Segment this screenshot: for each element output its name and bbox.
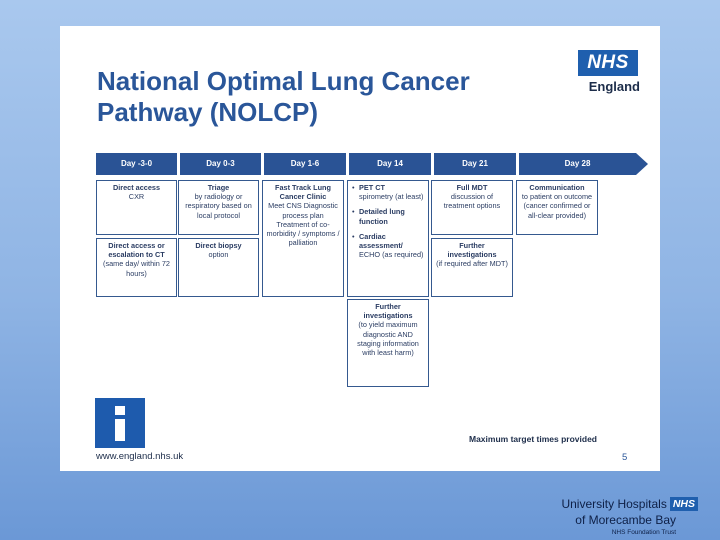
box-heading: • PET CT — [359, 183, 385, 192]
box-text: (to yield maximum diagnostic AND staging information with least harm) — [357, 320, 419, 358]
slide-title: National Optimal Lung Cancer Pathway (NOLCP) — [97, 66, 470, 127]
pathway-box — [431, 180, 513, 235]
box-text: to patient on outcome (cancer confirmed or all-clear provided) — [521, 192, 593, 220]
trust-logo — [540, 496, 698, 540]
day-header: Day 28 — [519, 153, 636, 175]
box-heading: Direct access or escalation to CT — [108, 241, 165, 260]
box-heading: Fast Track Lung Cancer Clinic — [275, 183, 331, 202]
box-text: option — [208, 250, 229, 260]
box-heading: • Cardiac assessment/ — [359, 231, 403, 251]
box-heading: Full MDT — [456, 183, 488, 192]
box-heading: Further investigations — [447, 241, 497, 260]
trust-nhs-badge: NHS — [670, 497, 698, 511]
box-heading: Triage — [207, 183, 230, 192]
day-header: Day 14 — [349, 153, 431, 175]
website-url: www.england.nhs.uk — [96, 451, 184, 462]
box-heading: Direct biopsy — [195, 241, 242, 250]
trust-name-line2: of Morecambe Bay — [575, 513, 676, 527]
pathway-box — [96, 238, 177, 297]
test-item — [351, 207, 425, 225]
pathway-box — [96, 180, 177, 235]
pathway-box — [347, 299, 429, 387]
box-text: CXR — [128, 192, 145, 202]
slide-number: 5 — [622, 452, 628, 463]
trust-name-line3: NHS Foundation Trust — [611, 529, 676, 536]
day-header: Day -3-0 — [96, 153, 177, 175]
test-item — [351, 232, 425, 260]
pathway-box — [262, 180, 344, 297]
trust-name-line1: University Hospitals — [561, 497, 667, 511]
nhs-region-label: England — [588, 79, 640, 94]
box-text: discussion of treatment options — [443, 192, 501, 211]
box-text: (same day/ within 72 hours) — [103, 259, 170, 278]
day-header: Day 21 — [434, 153, 516, 175]
pathway-box — [178, 238, 259, 297]
trust-logo-line1 — [561, 497, 698, 511]
box-heading: Further investigations — [363, 302, 413, 321]
nhs-logo: NHS — [578, 50, 638, 76]
pathway-box — [347, 180, 429, 297]
pathway-box — [431, 238, 513, 297]
day-header: Day 1-6 — [264, 153, 346, 175]
box-heading: Direct access — [112, 183, 161, 192]
box-heading: • Detailed lung function — [359, 207, 405, 226]
box-text: by radiology or respiratory based on local protocol — [185, 192, 252, 220]
pathway-box — [516, 180, 598, 235]
timeline-header — [96, 153, 612, 175]
test-list — [351, 183, 425, 259]
box-text: (if required after MDT) — [436, 259, 508, 269]
slide — [60, 26, 660, 471]
box-text: Meet CNS Diagnostic process plan Treatment of co-morbidity / symptoms / palliation — [266, 201, 340, 248]
pathway-box — [178, 180, 259, 235]
info-icon — [95, 398, 145, 448]
box-text: spirometry (at least) — [359, 192, 424, 202]
day-header: Day 0-3 — [180, 153, 261, 175]
test-item — [351, 183, 425, 201]
box-text: ECHO (as required) — [359, 250, 424, 260]
box-heading: Communication — [529, 183, 585, 192]
timeline-arrow-icon — [636, 153, 648, 175]
target-times-note: Maximum target times provided — [469, 434, 598, 444]
